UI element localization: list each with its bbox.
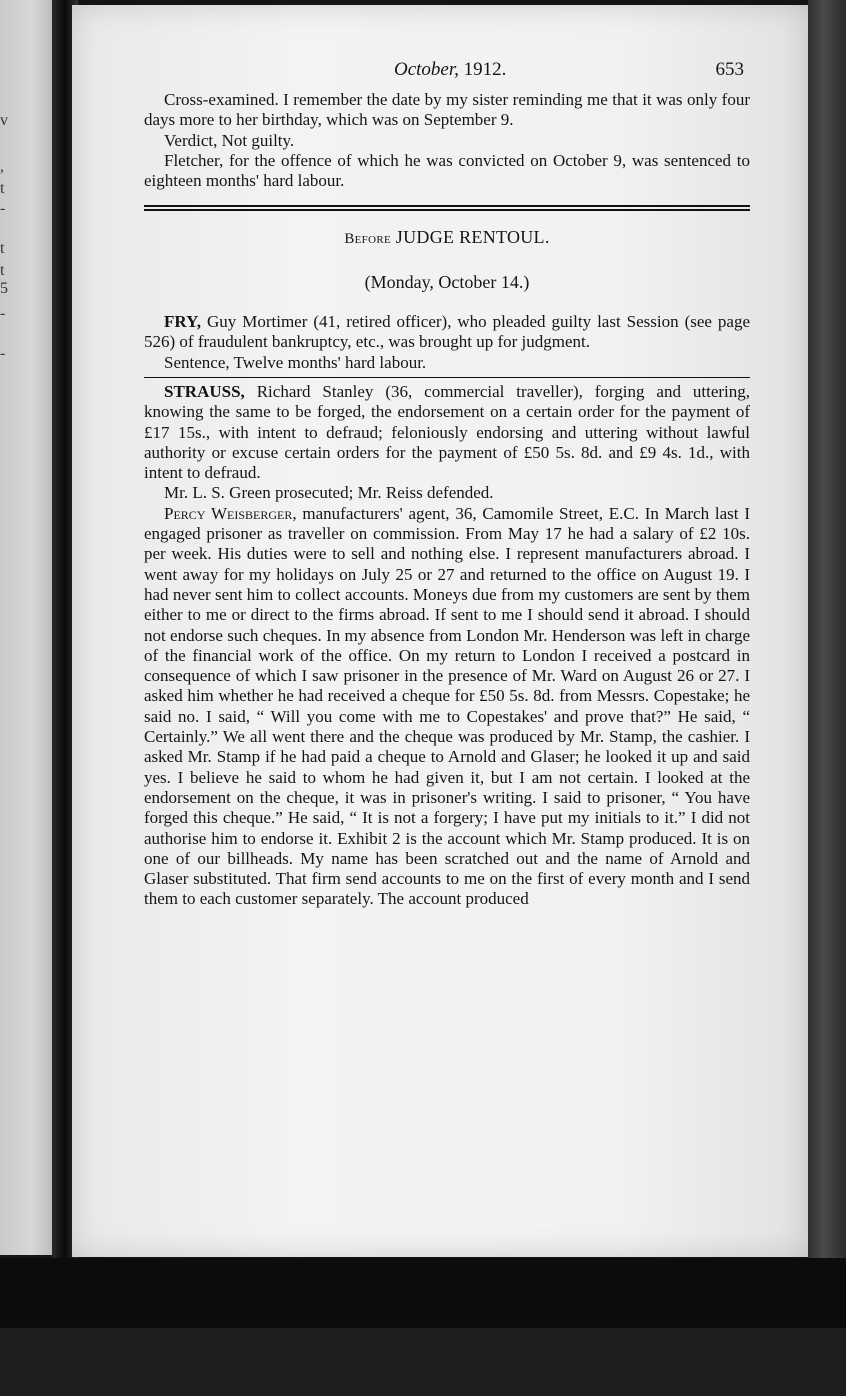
defendant-name: FRY, — [164, 312, 202, 332]
case-divider — [144, 377, 750, 378]
judge-heading: Before JUDGE RENTOUL. — [344, 227, 550, 248]
margin-mark: - — [0, 200, 6, 217]
fry-sentence: Sentence, Twelve months' hard labour. — [164, 352, 427, 372]
section-divider — [144, 205, 750, 211]
verdict-paragraph: Verdict, Not guilty. — [164, 130, 295, 150]
page-number: 653 — [715, 59, 744, 80]
margin-mark: - — [0, 305, 6, 322]
margin-mark: t — [0, 180, 5, 197]
page-content — [144, 60, 750, 910]
margin-mark: v — [0, 112, 8, 129]
defendant-name: STRAUSS, — [164, 381, 245, 401]
header-date: October, 1912. — [394, 59, 507, 80]
witness-name: Percy Weisberger, — [164, 503, 297, 523]
margin-mark: 5 — [0, 280, 8, 297]
page-stack-edge — [808, 0, 846, 1396]
facing-page-edge — [0, 0, 52, 1255]
strauss-case-paragraph: STRAUSS, Richard Stanley (36, commercial traveller), forging and uttering, knowing the same to be forged, the endorsement on a certain order for the payment of £17 15s., with intent to defraud; feloniously endorsing and uttering without lawful authority or excuse certain orders for the payment of £50 5s. 8d. and £9 4s. 1d., with intent to defraud. — [144, 381, 750, 483]
margin-mark: t — [0, 240, 5, 257]
margin-mark: - — [0, 345, 6, 362]
fletcher-sentence-paragraph: Fletcher, for the offence of which he was convicted on October 9, was sentenced to eighteen months' hard labour. — [144, 150, 750, 191]
scanner-bed — [0, 1258, 846, 1396]
witness-testimony-paragraph: Percy Weisberger, manufacturers' agent, 36, Camomile Street, E.C. In March last I engaged prisoner as traveller on commission. From May 17 he had a salary of £2 10s. per week. His duties were to sell and nothing else. I represent manufacturers abroad. I went away for my holidays on July 25 or 27 and returned to the office on August 19. I had never sent him to collect accounts. Moneys due from my customers are sent by them either to me or direct to the firms abroad. If sent to me I should send it abroad. I should not endorse such cheques. In my absence from London Mr. Henderson was left in charge of the financial work of the office. On my return to London I received a postcard in consequence of which I saw prisoner in the presence of Mr. Ward on August 26 or 27. I asked him whether he had received a cheque for £50 5s. 8d. from Messrs. Copestake; he said no. I said, “ Will you come with me to Copestakes' and prove that?” He said, “ Certainly.” We all went there and the cheque was produced by Mr. Stamp, the cashier. I asked Mr. Stamp if he had paid a cheque to Arnold and Glaser; he looked it up and said yes. I believe he said to whom he had given it, but I am not certain. I looked at the endorsement on the cheque, it was in prisoner's writing. I said to prisoner, “ You have forged this cheque.” He said, “ It is not a forgery; I have put my initials to it.” I did not authorise him to endorse it. Exhibit 2 is the account which Mr. Stamp produced. It is on one of our billheads. My name has been scratched out and the name of Arnold and Glaser substituted. That firm send accounts to me on the first of every month and I send them to each customer separately. The account produced — [144, 503, 750, 909]
margin-mark: , — [0, 158, 4, 175]
counsel-paragraph: Mr. L. S. Green prosecuted; Mr. Reiss defended. — [164, 483, 494, 503]
cross-examination-paragraph: Cross-examined. I remember the date by my sister reminding me that it was only four days more to her birthday, which was on September 9. — [144, 90, 750, 130]
margin-mark: t — [0, 262, 5, 279]
running-header — [144, 60, 750, 90]
session-date-heading: (Monday, October 14.) — [364, 271, 530, 292]
fry-case-paragraph: FRY, Guy Mortimer (41, retired officer), who pleaded guilty last Session (see page 526) of fraudulent bankruptcy, etc., was brought up for judgment. — [144, 312, 750, 352]
